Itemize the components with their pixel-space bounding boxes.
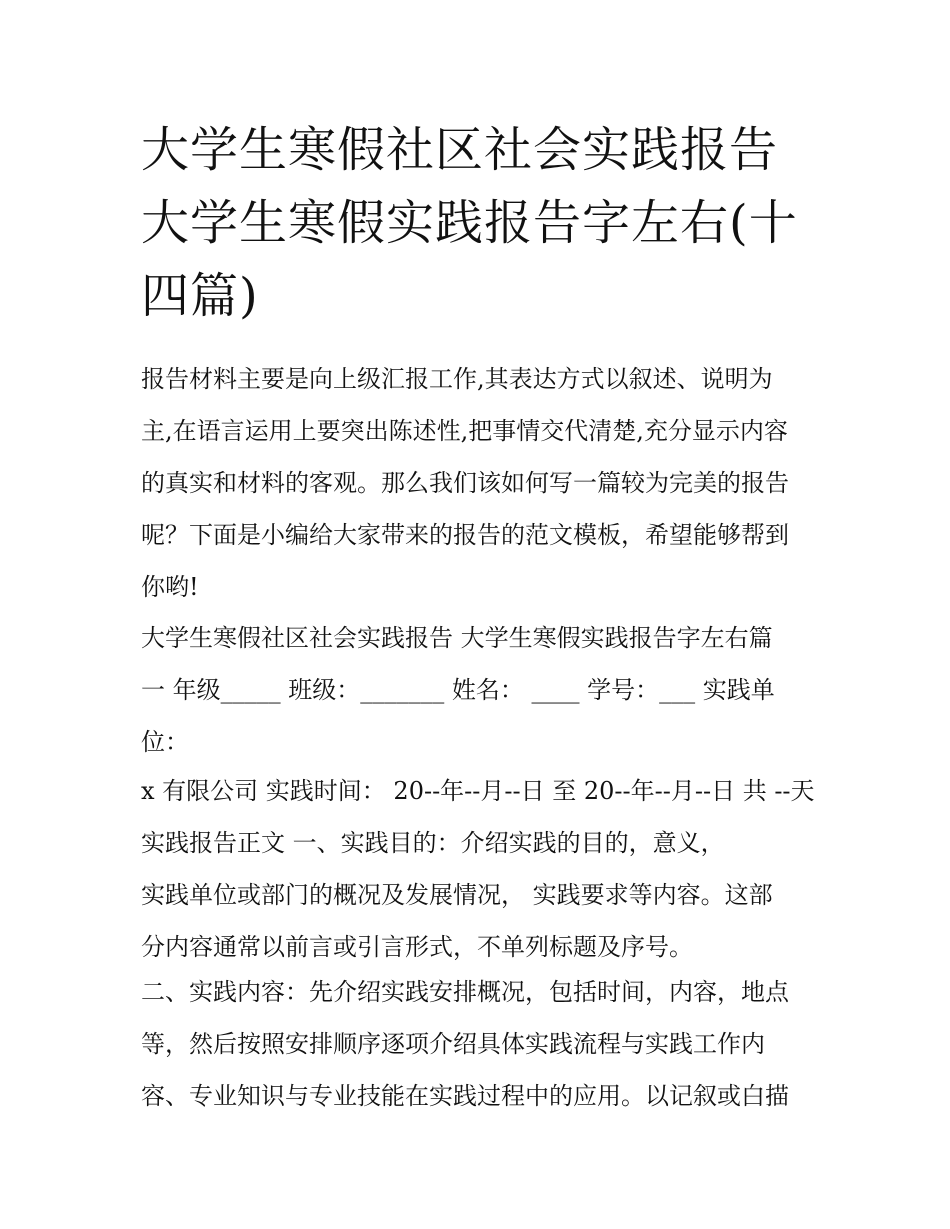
title-line-2: 大学生寒假实践报告字左右(十 [141,195,798,251]
heading-line-3: 位： [141,728,189,756]
intro-line-1: 报告材料主要是向上级汇报工作,其表达方式以叙述、说明为 [141,365,773,393]
heading-line-1: 大学生寒假社区社会实践报告 大学生寒假实践报告字左右篇 [141,624,773,652]
report-heading-paragraph [141,612,816,768]
info-line-4: 分内容通常以前言或引言形式，不单列标题及序号。 [141,933,693,961]
intro-line-4: 呢？下面是小编给大家带来的报告的范文模板，希望能够帮到 [141,521,789,549]
info-line-1: x 有限公司 实践时间： 20--年--月--日 至 20--年--月--日 共 --天 [141,777,815,805]
practice-info-paragraph [141,765,816,973]
section-2-paragraph [141,966,816,1122]
info-line-2: 实践报告正文 一、实践目的：介绍实践的目的，意义， [141,829,725,857]
intro-paragraph [141,353,816,613]
section2-line-3: 容、专业知识与专业技能在实践过程中的应用。以记叙或白描 [141,1082,789,1110]
section2-line-1: 二、实践内容：先介绍实践安排概况，包括时间，内容，地点 [141,978,789,1006]
heading-line-2: 一 年级_____ 班级：_______ 姓名： ____ 学号：___ 实践单 [141,676,775,704]
title-line-3: 四篇) [141,268,259,324]
info-line-3: 实践单位或部门的概况及发展情况， 实践要求等内容。这部 [141,881,773,909]
intro-line-2: 主,在语言运用上要突出陈述性,把事情交代清楚,充分显示内容 [141,417,788,445]
intro-line-3: 的真实和材料的客观。那么我们该如何写一篇较为完美的报告 [141,469,789,497]
section2-line-2: 等，然后按照安排顺序逐项介绍具体实践流程与实践工作内 [141,1030,765,1058]
intro-line-5: 你哟! [141,573,199,601]
title-line-1: 大学生寒假社区社会实践报告 [141,122,779,178]
page-title [141,114,821,333]
